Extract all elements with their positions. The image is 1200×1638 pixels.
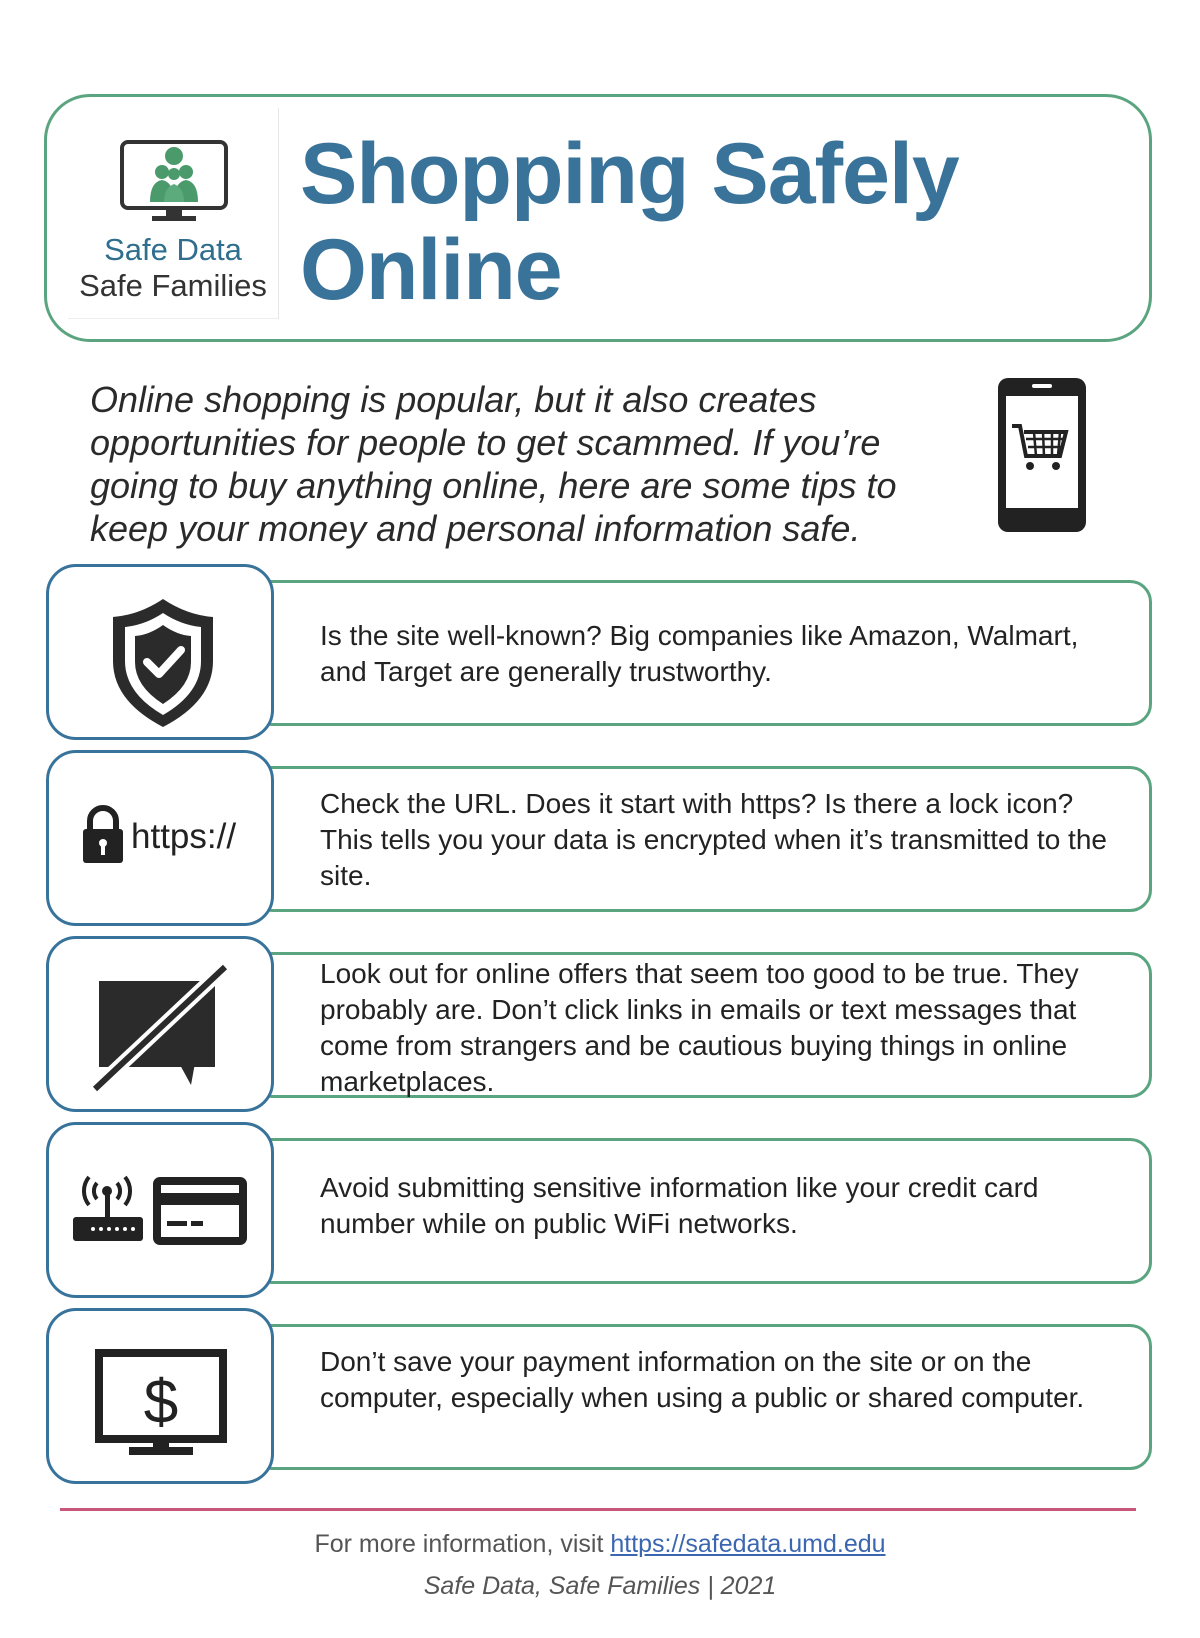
tip-2-text: Check the URL. Does it start with https? Is there a lock icon? This tells you your data is encrypted when it’s transmitted to the site. xyxy=(320,788,1107,891)
title-line-1: Shopping Safely xyxy=(300,126,959,222)
logo-text-safe-data: Safe Data xyxy=(104,232,242,267)
tip-4-icon-box xyxy=(46,1122,274,1298)
tip-1-text: Is the site well-known? Big companies like Amazon, Walmart, and Target are generally trustworthy. xyxy=(320,620,1079,687)
footer-link[interactable]: https://safedata.umd.edu xyxy=(610,1530,886,1558)
phone-cart-icon xyxy=(996,376,1088,534)
page-title xyxy=(300,126,959,318)
logo xyxy=(68,108,279,319)
monitor-dollar-icon xyxy=(49,1311,277,1487)
tip-5-icon-box xyxy=(46,1308,274,1484)
no-messages-icon xyxy=(49,939,277,1115)
intro-text: Online shopping is popular, but it also creates opportunities for people to get scammed. If you’re going to buy anything online, here are some tips to keep your money and personal information safe. xyxy=(90,379,897,549)
footer-info xyxy=(0,1530,1200,1559)
https-label: https:// xyxy=(131,817,237,856)
title-line-2: Online xyxy=(300,222,562,318)
shield-check-icon xyxy=(49,567,277,743)
footer-credit: Safe Data, Safe Families | 2021 xyxy=(423,1572,777,1600)
footer-rule xyxy=(60,1508,1136,1511)
logo-text-safe-families: Safe Families xyxy=(79,268,267,303)
footer-prefix: For more information, visit xyxy=(314,1530,611,1558)
tip-4-text: Avoid submitting sensitive information like your credit card number while on public WiFi networks. xyxy=(320,1172,1039,1239)
tip-5-text: Don’t save your payment information on the site or on the computer, especially when using a public or shared computer. xyxy=(320,1346,1085,1413)
tip-2-icon-box xyxy=(46,750,274,926)
tip-3-text: Look out for online offers that seem too good to be true. They probably are. Don’t click links in emails or text messages that come from strangers and be cautious buying things in online marketplaces. xyxy=(320,958,1079,1097)
router-card-icon xyxy=(49,1125,277,1301)
tip-1-icon-box xyxy=(46,564,274,740)
tip-3-icon-box xyxy=(46,936,274,1112)
family-monitor-icon xyxy=(114,136,234,226)
svg-text:$: $ xyxy=(143,1368,179,1437)
